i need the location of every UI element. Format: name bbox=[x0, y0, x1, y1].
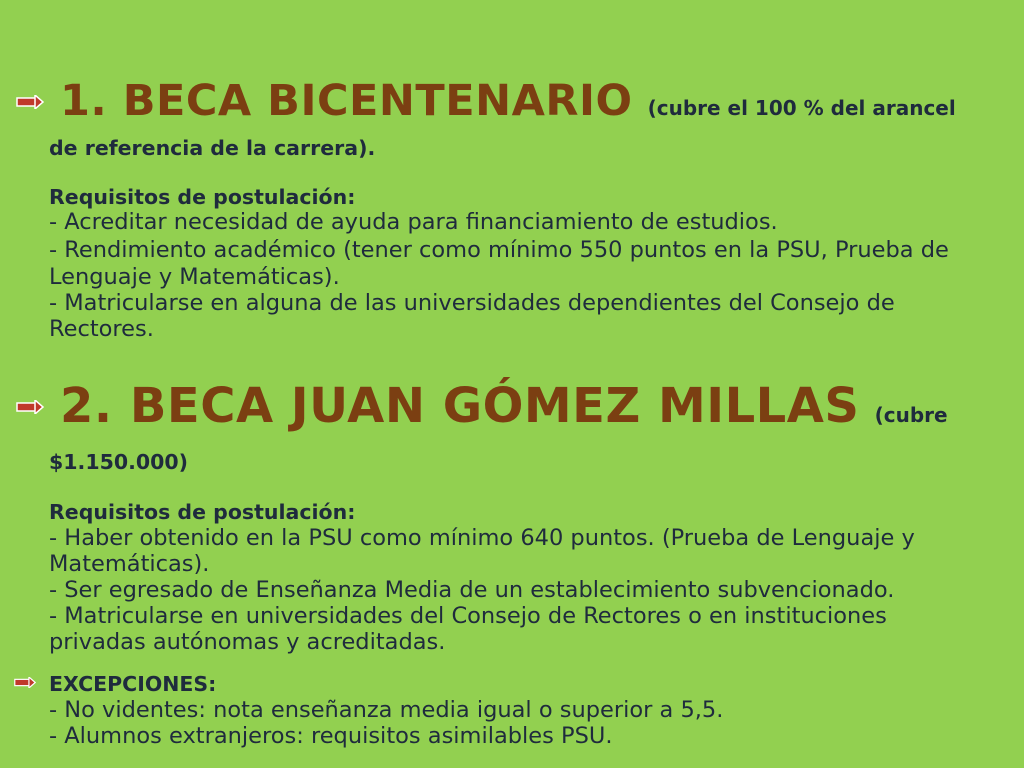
section-1-heading bbox=[60, 76, 956, 126]
section-1-title: 1. BECA BICENTENARIO bbox=[60, 76, 633, 126]
arrow-bullet-icon bbox=[16, 400, 44, 414]
section-1-line: - Rendimiento académico (tener como mínimo 550 puntos en la PSU, Prueba de bbox=[49, 237, 949, 263]
section-1-note-continued: de referencia de la carrera). bbox=[49, 136, 376, 160]
section-1-line: Rectores. bbox=[49, 316, 154, 342]
arrow-bullet-icon bbox=[14, 677, 36, 688]
arrow-bullet-icon bbox=[16, 95, 44, 109]
section-3-heading: EXCEPCIONES: bbox=[49, 672, 217, 696]
section-2-requirements-heading: Requisitos de postulación: bbox=[49, 500, 356, 524]
section-2-heading bbox=[60, 378, 948, 434]
section-2-note: (cubre bbox=[874, 403, 948, 427]
section-2-note-continued: $1.150.000) bbox=[49, 450, 189, 474]
section-2-line: - Matricularse en universidades del Consejo de Rectores o en instituciones bbox=[49, 603, 887, 629]
section-1-note: (cubre el 100 % del arancel bbox=[647, 96, 956, 120]
section-1-requirements-heading: Requisitos de postulación: bbox=[49, 185, 356, 209]
section-2-line: privadas autónomas y acreditadas. bbox=[49, 629, 446, 655]
section-1-line: - Matricularse en alguna de las universidades dependientes del Consejo de bbox=[49, 290, 895, 316]
section-3-line: - No videntes: nota enseñanza media igual o superior a 5,5. bbox=[49, 697, 724, 723]
section-3-line: - Alumnos extranjeros: requisitos asimilables PSU. bbox=[49, 723, 613, 749]
section-2-line: Matemáticas). bbox=[49, 551, 210, 577]
section-1-line: - Acreditar necesidad de ayuda para financiamiento de estudios. bbox=[49, 209, 778, 235]
section-1-line: Lenguaje y Matemáticas). bbox=[49, 264, 340, 290]
section-2-title: 2. BECA JUAN GÓMEZ MILLAS bbox=[60, 378, 860, 434]
section-2-line: - Ser egresado de Enseñanza Media de un establecimiento subvencionado. bbox=[49, 577, 895, 603]
section-2-line: - Haber obtenido en la PSU como mínimo 640 puntos. (Prueba de Lenguaje y bbox=[49, 525, 915, 551]
